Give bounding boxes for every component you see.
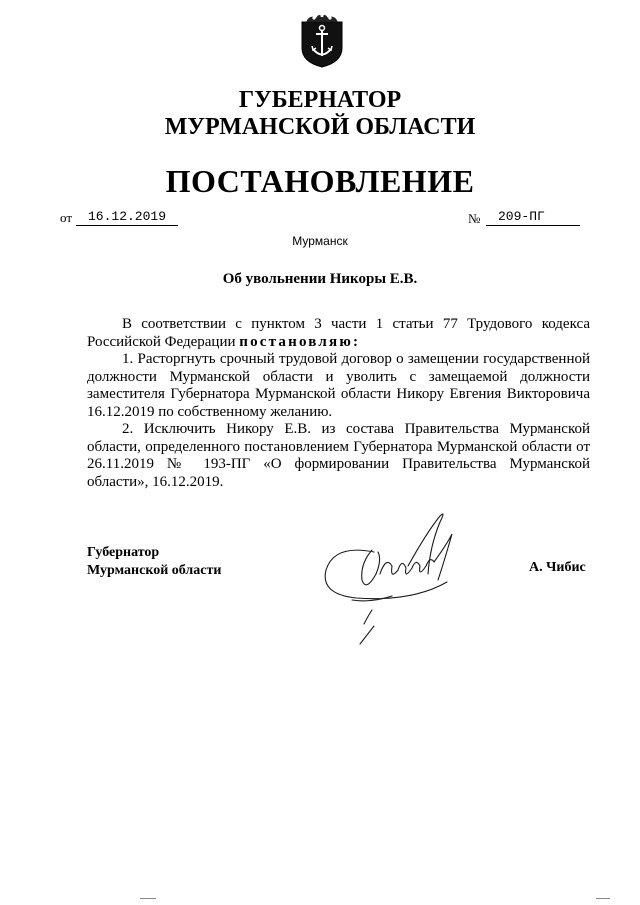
number-prefix: №	[468, 211, 481, 226]
issuer-region: МУРМАНСКОЙ ОБЛАСТИ	[164, 114, 476, 140]
signatory-name: А. Чибис	[529, 560, 586, 575]
document-type: ПОСТАНОВЛЕНИЕ	[165, 163, 475, 199]
document-number: 209-ПГ	[486, 208, 580, 226]
handwritten-signature	[312, 504, 477, 654]
intro-paragraph	[87, 316, 590, 351]
intro-text: В соответствии с пунктом 3 части 1 статьи 77 Трудового кодекса Российской Федерации	[87, 316, 590, 350]
decree-word: постановляю:	[239, 333, 361, 350]
city: Мурманск	[292, 234, 348, 248]
document-date: 16.12.2019	[76, 208, 178, 226]
bottom-mark-right	[596, 898, 610, 899]
signatory-title-line2: Мурманской области	[87, 563, 222, 578]
coat-of-arms-icon	[300, 12, 344, 68]
bottom-mark-left	[140, 898, 156, 899]
document-subject: Об увольнении Никоры Е.В.	[222, 271, 418, 287]
item-1-paragraph: 1. Расторгнуть срочный трудовой договор о замещении государственной должности Мурманской области и уволить с замещаемой должности заместителя Губернатора Мурманской области Никору Евгения Викторовича 16.12.2019 по собственному желанию.	[87, 351, 590, 420]
signatory-title-line1: Губернатор	[87, 545, 160, 560]
date-prefix: от	[60, 210, 73, 225]
issuer-title: ГУБЕРНАТОР	[238, 87, 402, 113]
item-2-paragraph: 2. Исключить Никору Е.В. из состава Правительства Мурманской области, определенного постановлением Губернатора Мурманской области от 26.11.2019 № 193-ПГ «О формировании Правительства Мурманской области», 16.12.2019.	[87, 421, 590, 490]
